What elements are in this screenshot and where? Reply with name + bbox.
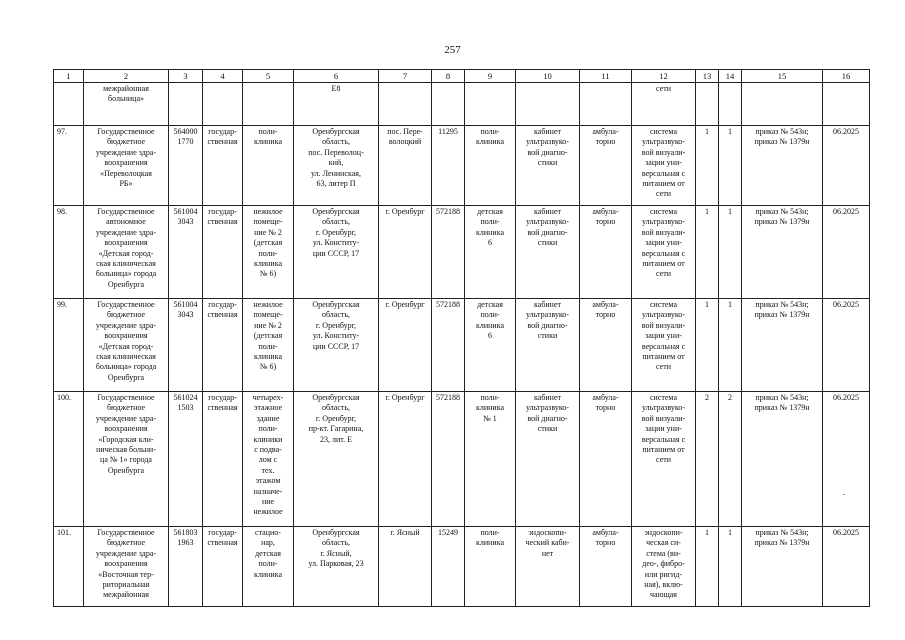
row-number-cell: 98. <box>54 206 84 299</box>
table-cell <box>696 83 719 126</box>
table-cell: кабинет ультразвуко- вой диагно- стики <box>516 392 580 527</box>
table-cell: 572188 <box>432 206 465 299</box>
scan-mark: . <box>843 487 846 497</box>
table-cell: поли- клиника <box>465 126 516 206</box>
table-cell <box>243 83 294 126</box>
table-cell: 561024 1503 <box>169 392 203 527</box>
table-cell: 1 <box>719 206 742 299</box>
table-cell <box>465 83 516 126</box>
table-cell: Оренбургская область, г. Оренбург, ул. Конститу- ции СССР, 17 <box>294 206 379 299</box>
table-cell: приказ № 543н; приказ № 1379н <box>742 392 823 527</box>
table-cell: приказ № 543н; приказ № 1379н <box>742 527 823 607</box>
table-cell: 06.2025 <box>823 392 870 527</box>
table-cell: поли- клиника <box>243 126 294 206</box>
table-cell: амбула- торно <box>580 206 632 299</box>
table-cell: поли- клиника № 1 <box>465 392 516 527</box>
table-cell: г. Оренбург <box>379 392 432 527</box>
table-cell: государ- ственная <box>203 126 243 206</box>
table-cell: амбула- торно <box>580 392 632 527</box>
table-row <box>54 299 870 392</box>
table-cell: нежилое помеще- ние № 2 (детская поли- клиника № 6) <box>243 299 294 392</box>
table-cell: 06.2025 <box>823 527 870 607</box>
table-cell: 2 <box>696 392 719 527</box>
table-cell <box>203 83 243 126</box>
table-cell: стацио- нар, детская поли- клиника <box>243 527 294 607</box>
table-cell: приказ № 543н; приказ № 1379н <box>742 126 823 206</box>
table-cell: Государственное бюджетное учреждение здра- воохранения «Городская кли- ническая больни- ца № 1» города Оренбурга <box>84 392 169 527</box>
table-cell: амбула- торно <box>580 527 632 607</box>
table-cell: кабинет ультразвуко- вой диагно- стики <box>516 206 580 299</box>
table-cell: 1 <box>696 206 719 299</box>
table-cell: государ- ственная <box>203 299 243 392</box>
table-cell: Е8 <box>294 83 379 126</box>
column-header-row <box>54 70 870 83</box>
table-cell: 16 <box>823 70 870 83</box>
table-row <box>54 126 870 206</box>
table-cell <box>379 83 432 126</box>
table-cell: 15 <box>742 70 823 83</box>
table-cell: эндоскопи- ческий каби- нет <box>516 527 580 607</box>
table-cell: 13 <box>696 70 719 83</box>
table-cell: система ультразвуко- вой визуали- зации уни- версальная с питанием от сети <box>632 206 696 299</box>
table-cell: 8 <box>432 70 465 83</box>
table-cell: 564000 1770 <box>169 126 203 206</box>
table-cell: система ультразвуко- вой визуали- зации уни- версальная с питанием от сети <box>632 299 696 392</box>
table-cell: пос. Пере- волоцкий <box>379 126 432 206</box>
table-cell <box>742 83 823 126</box>
table-cell: 561803 1963 <box>169 527 203 607</box>
table-cell: Оренбургская область, г. Оренбург, ул. Конститу- ции СССР, 17 <box>294 299 379 392</box>
table-cell: 06.2025 <box>823 299 870 392</box>
table-cell: 1 <box>696 527 719 607</box>
table-cell: межрайонная больница» <box>84 83 169 126</box>
table-cell: Государственное автономное учреждение здра- воохранения «Детская город- ская клиническая больница» города Оренбурга <box>84 206 169 299</box>
table-cell <box>719 83 742 126</box>
table-cell: приказ № 543н; приказ № 1379н <box>742 299 823 392</box>
table-cell: 14 <box>719 70 742 83</box>
table-cell: государ- ственная <box>203 206 243 299</box>
row-number-cell <box>54 83 84 126</box>
table-cell: 15249 <box>432 527 465 607</box>
table-cell: сети <box>632 83 696 126</box>
row-number-cell: 1 <box>54 70 84 83</box>
table-cell: 11295 <box>432 126 465 206</box>
table-cell: 7 <box>379 70 432 83</box>
table-cell: Государственное бюджетное учреждение здра- воохранения «Восточная тер- риториальная межрайонная <box>84 527 169 607</box>
table-cell: 10 <box>516 70 580 83</box>
table-cell: кабинет ультразвуко- вой диагно- стики <box>516 126 580 206</box>
table-cell: 11 <box>580 70 632 83</box>
table-cell: система ультразвуко- вой визуали- зации уни- версальная с питанием от сети <box>632 126 696 206</box>
table-cell: государ- ственная <box>203 392 243 527</box>
table-cell: 2 <box>719 392 742 527</box>
table-cell: эндоскопи- ческая си- стема (ви- део-, фибро- или ригид- ная), вклю- чающая <box>632 527 696 607</box>
table-cell: детская поли- клиника 6 <box>465 206 516 299</box>
table-cell: 06.2025 <box>823 206 870 299</box>
table-cell: кабинет ультразвуко- вой диагно- стики <box>516 299 580 392</box>
row-number-cell: 100. <box>54 392 84 527</box>
table-cell: нежилое помеще- ние № 2 (детская поли- клиника № 6) <box>243 206 294 299</box>
row-number-cell: 101. <box>54 527 84 607</box>
table-cell: приказ № 543н; приказ № 1379н <box>742 206 823 299</box>
table-cell: 6 <box>294 70 379 83</box>
table-cell: 1 <box>696 126 719 206</box>
table-cell <box>580 83 632 126</box>
table-cell: 572188 <box>432 299 465 392</box>
table-cell: 2 <box>84 70 169 83</box>
table-cell: амбула- торно <box>580 299 632 392</box>
table-cell <box>169 83 203 126</box>
table-cell: Оренбургская область, пос. Переволоц- кий, ул. Ленинская, 63, литер П <box>294 126 379 206</box>
table-cell: государ- ственная <box>203 527 243 607</box>
table-cell: 5 <box>243 70 294 83</box>
table-cell: г. Ясный <box>379 527 432 607</box>
table-cell: 1 <box>719 299 742 392</box>
table-cell: г. Оренбург <box>379 206 432 299</box>
table-cell: 561004 3043 <box>169 206 203 299</box>
row-number-cell: 97. <box>54 126 84 206</box>
table-cell <box>516 83 580 126</box>
table-cell: 572188 <box>432 392 465 527</box>
table-cell: 1 <box>719 527 742 607</box>
table-cell <box>823 83 870 126</box>
table-cell: Оренбургская область, г. Ясный, ул. Парковая, 23 <box>294 527 379 607</box>
table-cell: 12 <box>632 70 696 83</box>
table-cell: Государственное бюджетное учреждение здра- воохранения «Детская город- ская клиническая больница» города Оренбурга <box>84 299 169 392</box>
table-cell <box>432 83 465 126</box>
table-cell: 3 <box>169 70 203 83</box>
table-cell: 9 <box>465 70 516 83</box>
table-cell: амбула- торно <box>580 126 632 206</box>
table-cell: 1 <box>719 126 742 206</box>
table-cell: четырех- этажное здание поли- клиники с подва- лом с тех. этажом назначе- ние нежилое <box>243 392 294 527</box>
continuation-row <box>54 83 870 126</box>
table-cell: поли- клиника <box>465 527 516 607</box>
table-row <box>54 206 870 299</box>
table-row <box>54 392 870 527</box>
page-number: 257 <box>444 44 461 56</box>
registry-table <box>53 69 870 607</box>
table-cell: Оренбургская область, г. Оренбург, пр-кт. Гагарина, 23, лит. Е <box>294 392 379 527</box>
table-cell: 06.2025 <box>823 126 870 206</box>
table-cell: детская поли- клиника 6 <box>465 299 516 392</box>
table-cell: 561004 3043 <box>169 299 203 392</box>
table-cell: 4 <box>203 70 243 83</box>
table-row <box>54 527 870 607</box>
table-cell: система ультразвуко- вой визуали- зации уни- версальная с питанием от сети <box>632 392 696 527</box>
table-cell: г. Оренбург <box>379 299 432 392</box>
table-cell: Государственное бюджетное учреждение здра- воохранения «Переволоцкая РБ» <box>84 126 169 206</box>
table-cell: 1 <box>696 299 719 392</box>
row-number-cell: 99. <box>54 299 84 392</box>
